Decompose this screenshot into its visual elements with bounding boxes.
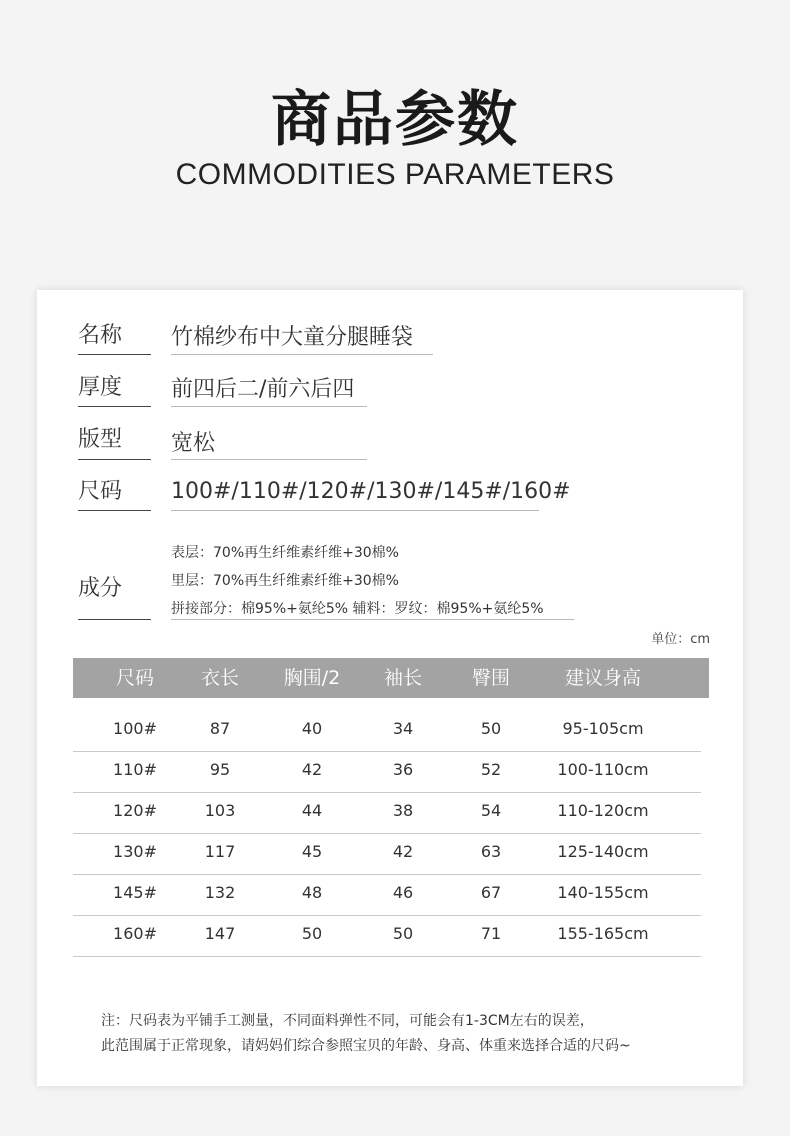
- unit-label: 单位：cm: [651, 632, 710, 647]
- cell-length: 87: [209, 719, 231, 738]
- page-subtitle: COMMODITIES PARAMETERS: [175, 158, 615, 191]
- col-header-sleeve: 袖长: [383, 667, 423, 689]
- cell-size: 120#: [113, 801, 157, 820]
- cell-chest: 45: [301, 842, 323, 861]
- col-header-chest: 胸围/2: [283, 667, 341, 689]
- cell-sleeve: 36: [392, 760, 414, 779]
- param-thickness-label: 厚度: [78, 375, 123, 400]
- parameters-card: [37, 290, 743, 1086]
- cell-hip: 67: [480, 883, 502, 902]
- col-header-size: 尺码: [115, 667, 155, 689]
- cell-hip: 54: [480, 801, 502, 820]
- divider: [171, 510, 539, 511]
- param-size-value: 100#/110#/120#/130#/145#/160#: [171, 479, 571, 504]
- col-header-hip: 臀围: [471, 667, 511, 689]
- divider: [171, 406, 367, 407]
- cell-length: 103: [204, 801, 236, 820]
- col-header-length: 衣长: [200, 667, 240, 689]
- cell-height: 155-165cm: [557, 924, 649, 943]
- size-table-header: [73, 658, 709, 698]
- cell-hip: 71: [480, 924, 502, 943]
- cell-chest: 50: [301, 924, 323, 943]
- col-header-height: 建议身高: [564, 667, 642, 689]
- page-title: 商品参数: [271, 85, 519, 155]
- cell-chest: 48: [301, 883, 323, 902]
- param-name-label: 名称: [78, 323, 123, 348]
- divider: [78, 406, 151, 407]
- param-fit-value: 宽松: [171, 431, 216, 456]
- cell-sleeve: 34: [392, 719, 414, 738]
- cell-height: 110-120cm: [557, 801, 649, 820]
- cell-hip: 63: [480, 842, 502, 861]
- cell-chest: 42: [301, 760, 323, 779]
- page-header: [0, 0, 790, 290]
- cell-size: 160#: [113, 924, 157, 943]
- cell-length: 117: [204, 842, 236, 861]
- param-name-value: 竹棉纱布中大童分腿睡袋: [171, 325, 414, 350]
- cell-height: 100-110cm: [557, 760, 649, 779]
- divider: [78, 619, 151, 620]
- cell-sleeve: 50: [392, 924, 414, 943]
- divider: [171, 619, 574, 620]
- composition-outer: 表层：70%再生纤维素纤维+30棉%: [171, 545, 399, 561]
- param-thickness-value: 前四后二/前六后四: [171, 377, 355, 402]
- cell-height: 125-140cm: [557, 842, 649, 861]
- note-line-1: 注：尺码表为平铺手工测量，不同面料弹性不同，可能会有1-3CM左右的误差，: [101, 1013, 594, 1029]
- cell-height: 95-105cm: [562, 719, 644, 738]
- divider: [171, 459, 367, 460]
- composition-trim: 拼接部分：棉95%+氨纶5% 辅料：罗纹：棉95%+氨纶5%: [171, 601, 544, 617]
- cell-size: 100#: [113, 719, 157, 738]
- divider: [78, 510, 151, 511]
- param-composition-label: 成分: [78, 576, 123, 601]
- divider: [78, 354, 151, 355]
- cell-chest: 44: [301, 801, 323, 820]
- note-line-2: 此范围属于正常现象，请妈妈们综合参照宝贝的年龄、身高、体重来选择合适的尺码~: [101, 1038, 631, 1054]
- divider: [171, 354, 433, 355]
- cell-sleeve: 46: [392, 883, 414, 902]
- cell-length: 132: [204, 883, 236, 902]
- cell-size: 110#: [113, 760, 157, 779]
- cell-height: 140-155cm: [557, 883, 649, 902]
- cell-chest: 40: [301, 719, 323, 738]
- cell-sleeve: 42: [392, 842, 414, 861]
- cell-hip: 50: [480, 719, 502, 738]
- param-size-label: 尺码: [78, 479, 123, 504]
- cell-hip: 52: [480, 760, 502, 779]
- cell-size: 130#: [113, 842, 157, 861]
- divider: [78, 459, 151, 460]
- table-row: [73, 916, 701, 957]
- composition-inner: 里层：70%再生纤维素纤维+30棉%: [171, 573, 399, 589]
- cell-length: 147: [204, 924, 236, 943]
- param-fit-label: 版型: [78, 427, 123, 452]
- cell-sleeve: 38: [392, 801, 414, 820]
- cell-size: 145#: [113, 883, 157, 902]
- cell-length: 95: [209, 760, 231, 779]
